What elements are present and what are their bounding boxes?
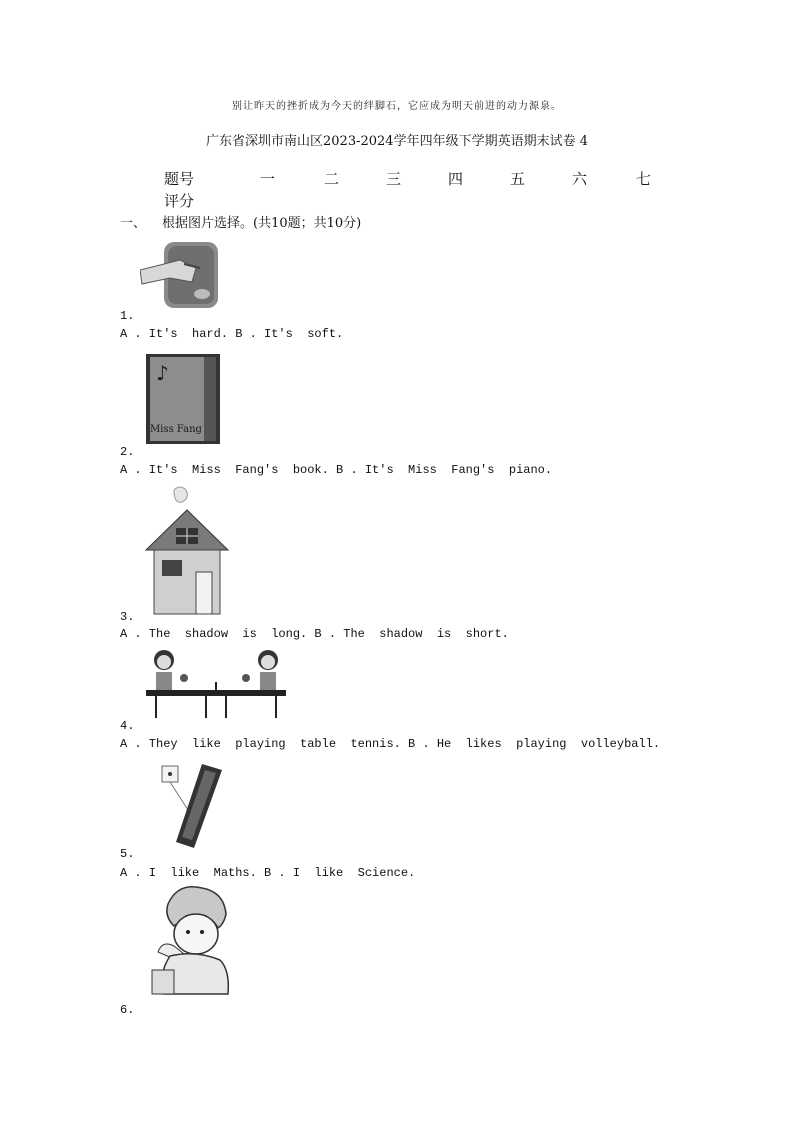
question-number: 2. bbox=[120, 445, 135, 459]
section-number: 一、 bbox=[120, 216, 147, 231]
q4-image bbox=[146, 646, 286, 722]
question-number: 3. bbox=[120, 610, 135, 624]
question-options: A . It's hard. B . It's soft. bbox=[120, 327, 344, 341]
question-number: 4. bbox=[120, 719, 135, 733]
score-col-4: 四 bbox=[448, 170, 464, 188]
book-label: Miss Fang bbox=[150, 424, 202, 435]
score-col-3: 三 bbox=[386, 170, 402, 188]
q5-image bbox=[158, 760, 224, 850]
score-row-label: 题号 bbox=[164, 170, 195, 188]
score-col-6: 六 bbox=[572, 170, 588, 188]
question-options: A . It's Miss Fang's book. B . It's Miss Fang's piano. bbox=[120, 463, 553, 477]
score-col-5: 五 bbox=[510, 170, 526, 188]
section-instruction: 根据图片选择。(共10题；共10分) bbox=[162, 216, 362, 231]
q3-image bbox=[144, 484, 230, 618]
motto: 别让昨天的挫折成为今天的绊脚石，它应成为明天前进的动力源泉。 bbox=[232, 101, 562, 112]
svg-text:♪: ♪ bbox=[156, 361, 169, 385]
question-options: A . The shadow is long. B . The shadow is short. bbox=[120, 627, 509, 641]
score-row-label-2: 评分 bbox=[164, 192, 195, 210]
score-col-7: 七 bbox=[636, 170, 652, 188]
q2-image bbox=[144, 352, 222, 446]
q6-image bbox=[148, 884, 238, 1000]
question-options: A . I like Maths. B . I like Science. bbox=[120, 866, 416, 880]
score-col-1: 一 bbox=[260, 170, 276, 188]
page-title: 广东省深圳市南山区2023-2024学年四年级下学期英语期末试卷 4 bbox=[206, 134, 588, 149]
question-number: 6. bbox=[120, 1003, 135, 1017]
score-col-2: 二 bbox=[324, 170, 340, 188]
question-number: 1. bbox=[120, 309, 135, 323]
question-options: A . They like playing table tennis. B . He likes playing volleyball. bbox=[120, 737, 661, 751]
q1-image bbox=[140, 238, 224, 312]
section-heading bbox=[120, 212, 361, 231]
question-number: 5. bbox=[120, 847, 135, 861]
